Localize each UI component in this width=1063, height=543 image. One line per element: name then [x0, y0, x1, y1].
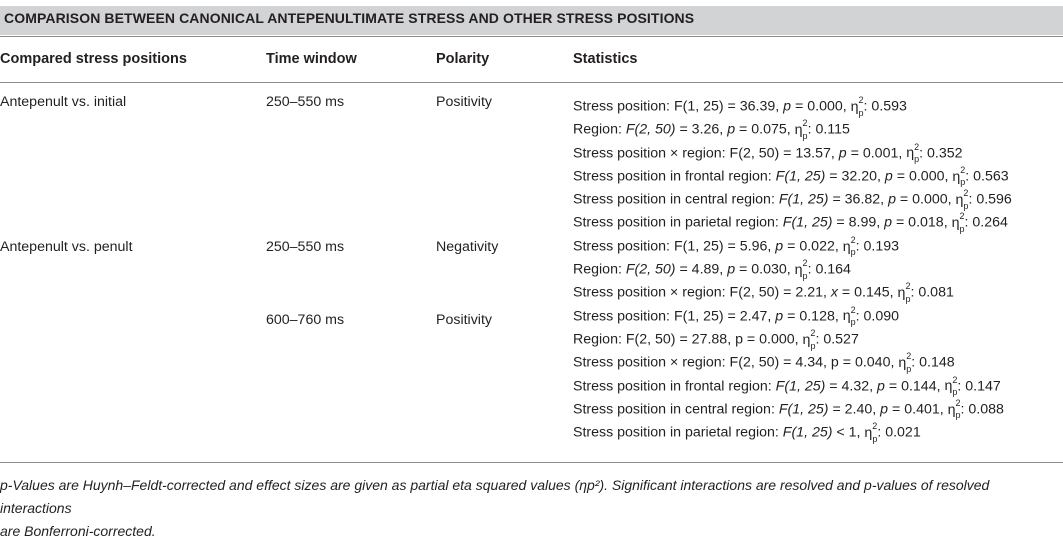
stat-label: Stress position in frontal region: — [573, 168, 776, 185]
stat-p-symbol: p — [783, 98, 792, 115]
header-rule — [0, 82, 1063, 83]
eta-squared-symbol — [897, 281, 911, 304]
stat-test: F(2, 50) — [729, 285, 780, 302]
eta-letter: η — [794, 122, 803, 139]
stat-label: Stress position × region: — [573, 145, 730, 162]
stat-p-value: = 0.145, — [837, 285, 898, 302]
eta-subscript: p — [850, 317, 856, 328]
stat-test-value: = 5.96, — [723, 238, 776, 255]
stat-test-value: = 2.47, — [723, 308, 776, 325]
eta-letter: η — [864, 424, 873, 441]
eta-letter: η — [802, 331, 811, 348]
stat-test-value: = 27.88, — [675, 331, 736, 348]
eta-letter: η — [951, 215, 960, 232]
eta-subscript: p — [955, 410, 961, 421]
stat-label: Region: — [573, 331, 626, 348]
stat-label: Stress position in central region: — [573, 401, 779, 418]
stat-line — [573, 371, 1012, 398]
stat-p-value: = 0.040, — [838, 355, 899, 371]
stat-test-value: < 1, — [832, 424, 865, 441]
stat-p-value: = 0.000, — [895, 191, 956, 208]
eta-subscript: p — [850, 247, 856, 258]
eta-squared-symbol — [802, 327, 816, 351]
stat-eta-value: : 0.115 — [807, 122, 850, 139]
eta-subscript: p — [802, 270, 808, 281]
stat-label: Stress position: — [573, 238, 674, 255]
bottom-rule — [0, 462, 1063, 463]
stat-test: F(2, 50) — [625, 122, 676, 139]
stat-test: F(1, 25) — [673, 238, 724, 255]
eta-superscript: 2 — [810, 327, 816, 338]
stat-line — [573, 394, 1012, 421]
stat-label: Region: — [573, 122, 626, 139]
stat-line — [573, 184, 1012, 211]
stat-line — [573, 91, 1012, 118]
row-3-polarity: Positivity — [436, 312, 492, 328]
eta-superscript: 2 — [960, 164, 966, 175]
stat-eta-value: : 0.090 — [855, 308, 900, 325]
eta-superscript: 2 — [963, 188, 969, 199]
table-footnote — [0, 474, 1063, 543]
stat-p-value: = 0.022, — [783, 238, 843, 255]
stat-p-value: = 0.000, — [892, 168, 953, 185]
stat-test-value: = 32.20, — [825, 168, 885, 185]
title-rule — [0, 36, 1063, 37]
eta-subscript: p — [810, 340, 816, 351]
footnote-line-1: p-Values are Huynh–Feldt-corrected and effect sizes are given as partial eta squared values (ηp²). Significant interactions are resolved and p-values of resolved interactions — [0, 477, 990, 516]
stat-eta-value: : 0.593 — [863, 98, 907, 115]
eta-subscript: p — [802, 130, 808, 141]
row-1-polarity: Positivity — [436, 94, 492, 110]
stat-eta-value: : 0.193 — [855, 238, 900, 255]
eta-letter: η — [955, 191, 964, 208]
eta-squared-symbol — [906, 141, 920, 165]
stat-label: Stress position in parietal region: — [573, 424, 783, 441]
eta-superscript: 2 — [914, 141, 920, 152]
stat-line — [573, 138, 1012, 165]
eta-letter: η — [952, 168, 961, 185]
stat-line — [573, 254, 1012, 281]
stat-test-value: = 13.57, — [779, 145, 839, 162]
eta-subscript: p — [960, 177, 966, 188]
stat-test: F(1, 25) — [778, 401, 829, 418]
eta-letter: η — [944, 378, 953, 395]
stat-line — [573, 301, 1012, 328]
eta-squared-symbol — [898, 351, 912, 374]
header-time-window: Time window — [266, 51, 357, 67]
stat-p-symbol: p — [838, 145, 847, 162]
stat-p-value: = 0.401, — [888, 401, 948, 418]
footnote-line-2: are Bonferroni-corrected. — [0, 523, 156, 539]
stat-eta-value: : 0.147 — [957, 378, 1001, 395]
header-polarity: Polarity — [436, 51, 490, 67]
eta-letter: η — [897, 285, 906, 302]
stat-line — [573, 207, 1012, 235]
stat-eta-value: : 0.081 — [910, 285, 954, 302]
eta-squared-symbol — [850, 95, 864, 118]
stat-p-symbol: p — [727, 261, 736, 278]
stat-eta-value: : 0.164 — [807, 261, 851, 278]
stat-test: F(1, 25) — [775, 378, 826, 395]
eta-letter: η — [947, 401, 956, 418]
eta-superscript: 2 — [850, 304, 856, 315]
eta-squared-symbol — [955, 188, 969, 211]
row-1-compared: Antepenult vs. initial — [0, 94, 127, 110]
stat-test: F(2, 50) — [729, 145, 780, 162]
eta-letter: η — [898, 355, 907, 371]
stat-test-value: = 8.99, — [832, 215, 885, 232]
stat-eta-value: : 0.527 — [815, 331, 859, 348]
eta-superscript: 2 — [905, 281, 911, 292]
eta-letter: η — [842, 308, 851, 325]
stat-test-value: = 4.89, — [675, 261, 728, 278]
stat-p-symbol: p — [735, 331, 743, 348]
eta-letter: η — [850, 98, 859, 115]
eta-superscript: 2 — [858, 95, 864, 105]
eta-subscript: p — [914, 154, 920, 165]
stat-label: Stress position × region: — [573, 285, 730, 302]
stat-label: Stress position: — [573, 98, 674, 115]
eta-superscript: 2 — [959, 211, 965, 222]
stat-test-value: = 36.39, — [723, 98, 784, 115]
stat-p-value: = 0.001, — [846, 145, 907, 162]
eta-superscript: 2 — [872, 421, 878, 432]
stat-label: Stress position in parietal region: — [573, 215, 783, 232]
stat-test-value: = 2.40, — [828, 401, 881, 418]
eta-squared-symbol — [794, 258, 808, 281]
stat-eta-value: : 0.352 — [919, 145, 963, 162]
row-3-window: 600–760 ms — [266, 312, 345, 328]
stat-eta-value: : 0.563 — [965, 168, 1009, 185]
stat-test-value: = 36.82, — [828, 191, 889, 208]
eta-superscript: 2 — [955, 397, 961, 408]
stat-label: Stress position in frontal region: — [573, 378, 776, 395]
eta-superscript: 2 — [802, 258, 808, 269]
stat-p-symbol: p — [884, 168, 893, 185]
eta-squared-symbol — [947, 397, 961, 421]
stat-test-value: = 4.34, — [779, 355, 831, 371]
stat-p-value: = 0.018, — [892, 215, 952, 232]
eta-subscript: p — [959, 224, 965, 235]
stat-p-value: = 0.144, — [884, 378, 945, 395]
eta-squared-symbol — [951, 211, 965, 235]
eta-squared-symbol — [864, 421, 878, 444]
stat-p-value: = 0.000, — [742, 331, 803, 348]
stat-p-symbol: p — [775, 238, 784, 255]
stat-p-symbol: p — [727, 122, 736, 139]
stat-p-value: = 0.075, — [735, 122, 795, 139]
stat-test: F(1, 25) — [782, 424, 833, 441]
eta-squared-symbol — [794, 118, 808, 141]
stat-test: F(1, 25) — [673, 98, 724, 115]
row-2-compared: Antepenult vs. penult — [0, 239, 133, 255]
eta-squared-symbol — [944, 374, 958, 398]
eta-squared-symbol — [842, 304, 856, 328]
eta-subscript: p — [906, 363, 912, 374]
eta-superscript: 2 — [802, 118, 808, 129]
stat-test: F(2, 50) — [729, 355, 780, 371]
stat-p-symbol: p — [884, 215, 893, 232]
statistics-column — [573, 91, 1012, 444]
stat-p-value: = 0.000, — [791, 98, 851, 115]
stat-test-value: = 4.32, — [825, 378, 878, 395]
stat-test: F(1, 25) — [673, 308, 724, 325]
stat-p-symbol: p — [880, 401, 889, 418]
stat-p-symbol: p — [888, 191, 896, 208]
eta-subscript: p — [858, 107, 864, 118]
stat-p-symbol: p — [830, 355, 839, 371]
stat-test: F(1, 25) — [775, 168, 826, 185]
stat-test: F(1, 25) — [778, 191, 829, 208]
eta-subscript: p — [952, 387, 958, 398]
stat-line — [573, 417, 1012, 444]
stat-p-symbol: p — [775, 308, 784, 325]
row-2-polarity: Negativity — [436, 239, 499, 255]
stat-p-symbol: p — [877, 378, 885, 395]
stat-line — [573, 347, 1012, 374]
header-compared: Compared stress positions — [0, 51, 187, 67]
eta-subscript: p — [905, 293, 911, 304]
stat-label: Region: — [573, 261, 626, 278]
stat-test: F(2, 50) — [625, 261, 676, 278]
stat-line — [573, 324, 1012, 351]
stat-p-symbol: x — [830, 285, 838, 302]
stat-eta-value: : 0.148 — [911, 355, 955, 371]
stat-test-value: = 2.21, — [779, 285, 831, 302]
stat-label: Stress position in central region: — [573, 191, 779, 208]
stat-label: Stress position × region: — [573, 355, 730, 371]
row-1-window: 250–550 ms — [266, 94, 345, 110]
stat-eta-value: : 0.264 — [964, 215, 1008, 232]
eta-letter: η — [842, 238, 851, 255]
stat-line — [573, 231, 1012, 258]
stat-test-value: = 3.26, — [675, 122, 728, 139]
stat-eta-value: : 0.088 — [960, 401, 1004, 418]
stat-test: F(1, 25) — [782, 215, 833, 232]
stat-p-value: = 0.128, — [783, 308, 843, 325]
eta-squared-symbol — [952, 164, 966, 188]
stat-line — [573, 114, 1012, 141]
stat-eta-value: : 0.021 — [877, 424, 921, 441]
stat-p-value: = 0.030, — [735, 261, 795, 278]
stat-line — [573, 161, 1012, 188]
eta-letter: η — [906, 145, 915, 162]
eta-superscript: 2 — [850, 234, 856, 245]
eta-subscript: p — [963, 200, 969, 211]
stat-eta-value: : 0.596 — [968, 191, 1012, 208]
header-statistics: Statistics — [573, 51, 638, 67]
eta-letter: η — [794, 261, 803, 278]
eta-superscript: 2 — [952, 374, 958, 385]
eta-superscript: 2 — [906, 351, 912, 362]
stat-label: Stress position: — [573, 308, 674, 325]
eta-squared-symbol — [842, 234, 856, 258]
stat-line — [573, 277, 1012, 304]
table-title: COMPARISON BETWEEN CANONICAL ANTEPENULTIMATE STRESS AND OTHER STRESS POSITIONS — [0, 6, 1063, 35]
eta-subscript: p — [872, 433, 878, 444]
row-2-window: 250–550 ms — [266, 239, 345, 255]
stat-test: F(2, 50) — [625, 331, 676, 348]
